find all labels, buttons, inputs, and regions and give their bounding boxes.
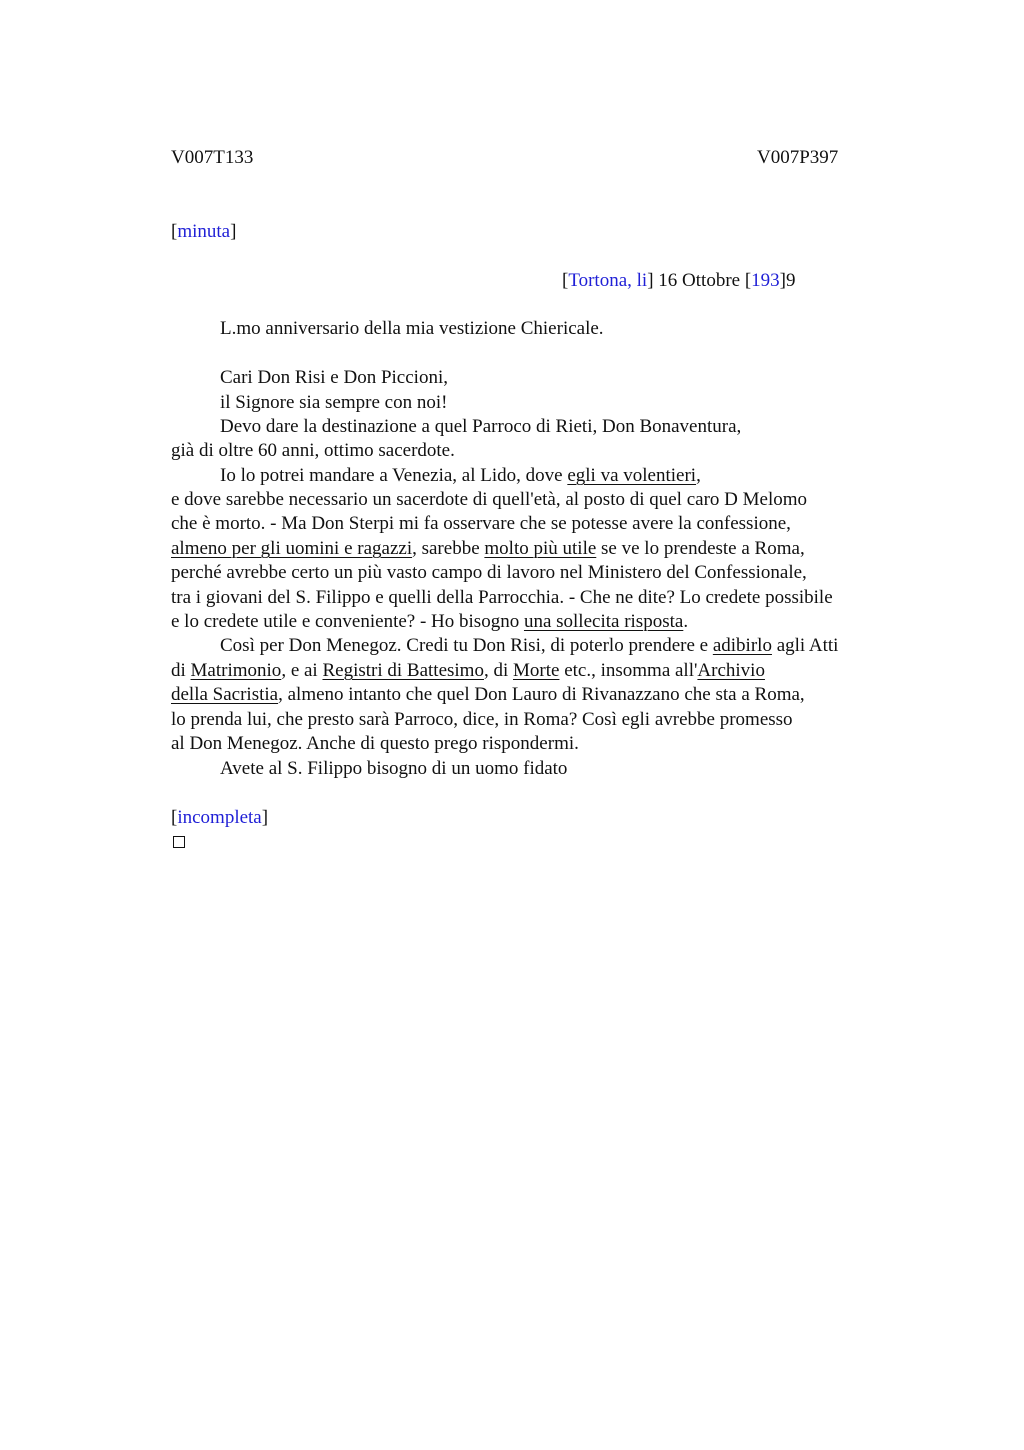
body-line: lo prenda lui, che presto sarà Parroco, dice, in Roma? Così egli avrebbe promesso bbox=[171, 709, 793, 730]
editorial-note-incompleta: [incompleta] bbox=[171, 807, 269, 828]
body-line: perché avrebbe certo un più vasto campo di lavoro nel Ministero del Confessionale, bbox=[171, 562, 807, 583]
body-line: Io lo potrei mandare a Venezia, al Lido, dove egli va volentieri, bbox=[220, 465, 701, 486]
body-line: Così per Don Menegoz. Credi tu Don Risi, di poterlo prendere e adibirlo agli Atti bbox=[220, 635, 839, 656]
underlined-phrase: Registri di Battesimo bbox=[322, 660, 484, 681]
document-code-right: V007P397 bbox=[757, 147, 839, 168]
underlined-phrase: Archivio bbox=[697, 660, 765, 681]
body-line: Devo dare la destinazione a quel Parroco di Rieti, Don Bonaventura, bbox=[220, 416, 742, 437]
underlined-phrase: adibirlo bbox=[712, 635, 772, 656]
underlined-phrase: Matrimonio bbox=[190, 660, 282, 681]
end-square-icon bbox=[173, 836, 185, 848]
underlined-phrase: egli va volentieri bbox=[567, 465, 697, 486]
body-line: e lo credete utile e conveniente? - Ho bisogno una sollecita risposta. bbox=[171, 611, 689, 632]
blessing-line: il Signore sia sempre con noi! bbox=[220, 392, 448, 413]
body-line: al Don Menegoz. Anche di questo prego rispondermi. bbox=[171, 733, 579, 754]
letter-date: [Tortona, li] 16 Ottobre [193]9 bbox=[562, 270, 796, 291]
body-line: tra i giovani del S. Filippo e quelli della Parrocchia. - Che ne dite? Lo credete possibile bbox=[171, 587, 833, 608]
salutation: Cari Don Risi e Don Piccioni, bbox=[220, 367, 448, 388]
document-code-left: V007T133 bbox=[171, 147, 254, 168]
body-line: almeno per gli uomini e ragazzi, sarebbe molto più utile se ve lo prendeste a Roma, bbox=[171, 538, 805, 559]
body-line: che è morto. - Ma Don Sterpi mi fa osservare che se potesse avere la confessione, bbox=[171, 513, 791, 534]
underlined-phrase: della Sacristia bbox=[171, 684, 279, 705]
date-place: Tortona, li bbox=[568, 270, 648, 291]
date-year-suffix: 9 bbox=[786, 270, 796, 291]
body-line: di Matrimonio, e ai Registri di Battesimo, di Morte etc., insomma all'Archivio bbox=[171, 660, 765, 681]
underlined-phrase: una sollecita risposta bbox=[523, 611, 684, 632]
date-year-prefix: 193 bbox=[751, 270, 780, 291]
body-line-last: Avete al S. Filippo bisogno di un uomo fidato bbox=[220, 758, 568, 779]
editorial-note-incompleta-text: incompleta bbox=[177, 807, 262, 828]
editorial-note-minuta-text: minuta bbox=[177, 221, 231, 242]
underlined-phrase: molto più utile bbox=[484, 538, 597, 559]
underlined-phrase: almeno per gli uomini e ragazzi bbox=[171, 538, 413, 559]
editorial-note-minuta: [minuta] bbox=[171, 221, 237, 242]
underlined-phrase: Morte bbox=[513, 660, 560, 681]
body-line: già di oltre 60 anni, ottimo sacerdote. bbox=[171, 440, 455, 461]
body-line: della Sacristia, almeno intanto che quel Don Lauro di Rivanazzano che sta a Roma, bbox=[171, 684, 805, 705]
date-day-month: 16 Ottobre bbox=[653, 270, 745, 291]
letter-subject: L.mo anniversario della mia vestizione Chiericale. bbox=[220, 318, 604, 339]
body-line: e dove sarebbe necessario un sacerdote di quell'età, al posto di quel caro D Melomo bbox=[171, 489, 808, 510]
